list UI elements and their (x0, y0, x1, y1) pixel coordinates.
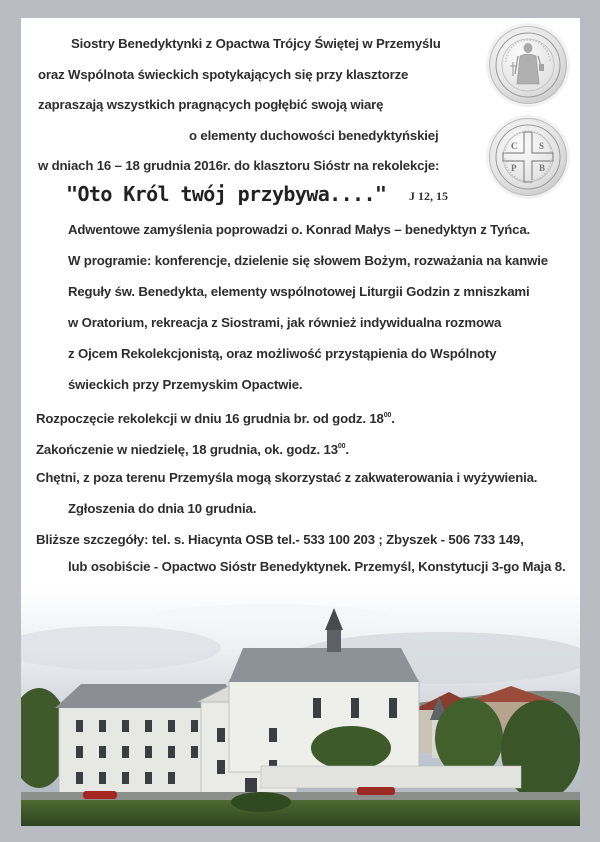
medal-letter-c: C (511, 141, 518, 151)
retreat-start (36, 408, 395, 427)
program-line-5: świeckich przy Przemyskim Opactwie. (68, 377, 303, 392)
program-line-2: Reguły św. Benedykta, elementy wspólnotowej Liturgii Godzin z mniszkami (68, 284, 530, 299)
saint-benedict-medal-back (489, 118, 567, 196)
program-line-3: w Oratorium, rekreacja z Siostrami, jak również indywidualna rozmowa (68, 315, 502, 330)
saint-benedict-medal-front (489, 26, 567, 104)
medal-letter-b: B (539, 163, 546, 173)
program-line-1: W programie: konferencje, dzielenie się słowem Bożym, rozważania na kanwie (68, 253, 548, 268)
retreat-end-minutes: 00 (337, 443, 346, 450)
contact-address: lub osobiście - Opactwo Sióstr Benedyktynek. Przemyśl, Konstytucji 3-go Maja 8. (68, 559, 566, 574)
intro-line-4: o elementy duchowości benedyktyńskiej (189, 128, 439, 143)
retreat-end-text: Zakończenie w niedzielę, 18 grudnia, ok. godz. 13 (36, 442, 338, 457)
intro-line-3: zapraszają wszystkich pragnących pogłębić swoją wiarę (38, 97, 384, 112)
retreat-leader: Adwentowe zamyślenia poprowadzi o. Konrad Małys – benedyktyn z Tyńca. (68, 222, 531, 237)
intro-line-2: oraz Wspólnota świeckich spotykających się przy klasztorze (38, 67, 409, 82)
lodging-info: Chętni, z poza terenu Przemyśla mogą skorzystać z zakwaterowania i wyżywienia. (36, 470, 538, 485)
bible-reference: J 12, 15 (409, 189, 448, 203)
program-line-4: z Ojcem Rekolekcjonistą, oraz możliwość przystąpienia do Wspólnoty (68, 346, 497, 361)
retreat-end-period: . (345, 442, 349, 457)
abbey-photo (21, 588, 580, 826)
intro-line-5: w dniach 16 – 18 grudnia 2016r. do klasztoru Sióstr na rekolekcje: (38, 158, 440, 173)
retreat-start-minutes: 00 (383, 412, 392, 419)
retreat-start-text: Rozpoczęcie rekolekcji w dniu 16 grudnia br. od godz. 18 (36, 411, 384, 426)
medal-letter-p: P (511, 163, 517, 173)
registration-deadline: Zgłoszenia do dnia 10 grudnia. (68, 501, 257, 516)
contact-phones: Bliższe szczegóły: tel. s. Hiacynta OSB tel.- 533 100 203 ; Zbyszek - 506 733 149, (36, 532, 524, 547)
retreat-end (36, 439, 349, 458)
retreat-title: "Oto Król twój przybywa...." (66, 182, 387, 206)
invitation-poster (21, 18, 580, 826)
medal-letter-s: S (539, 141, 545, 151)
intro-line-1: Siostry Benedyktynki z Opactwa Trójcy Świętej w Przemyślu (71, 36, 441, 51)
retreat-start-period: . (391, 411, 395, 426)
